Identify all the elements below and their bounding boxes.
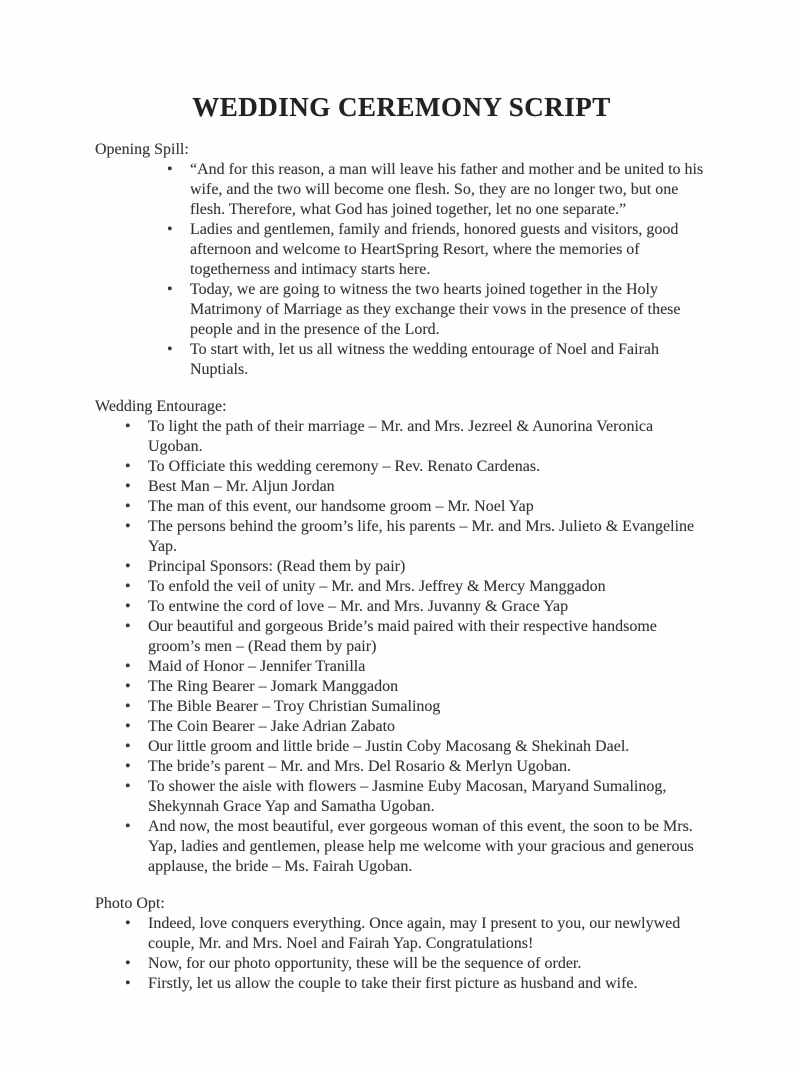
list-item: • Now, for our photo opportunity, these will be the sequence of order. <box>121 954 708 974</box>
list-item: • Maid of Honor – Jennifer Tranilla <box>121 657 708 677</box>
section-opening-spill <box>95 139 708 380</box>
list-item: • Today, we are going to witness the two hearts joined together in the Holy Matrimony of Marriage as they exchange their vows in the presence of these people and in the presence of the Lord. <box>163 280 708 340</box>
list-item: • The man of this event, our handsome groom – Mr. Noel Yap <box>121 497 708 517</box>
list-item: • Best Man – Mr. Aljun Jordan <box>121 477 708 497</box>
list-item: • The bride’s parent – Mr. and Mrs. Del Rosario & Merlyn Ugoban. <box>121 757 708 777</box>
bullet-list-opening-spill <box>163 160 708 380</box>
list-item: • “And for this reason, a man will leave his father and mother and be united to his wife, and the two will become one flesh. So, they are no longer two, but one flesh. Therefore, what God has joined together, let no one separate.” <box>163 160 708 220</box>
section-heading-wedding-entourage: Wedding Entourage: <box>95 398 227 415</box>
list-item: • Our beautiful and gorgeous Bride’s maid paired with their respective handsome groom’s men – (Read them by pair) <box>121 617 708 657</box>
list-item: • Indeed, love conquers everything. Once again, may I present to you, our newlywed couple, Mr. and Mrs. Noel and Fairah Yap. Congratulations! <box>121 914 708 954</box>
list-item: • The Coin Bearer – Jake Adrian Zabato <box>121 717 708 737</box>
bullet-list-wedding-entourage <box>121 417 708 877</box>
section-heading-opening-spill: Opening Spill: <box>95 141 189 158</box>
list-item: • To entwine the cord of love – Mr. and Mrs. Juvanny & Grace Yap <box>121 597 708 617</box>
list-item: • To enfold the veil of unity – Mr. and Mrs. Jeffrey & Mercy Manggadon <box>121 577 708 597</box>
section-heading-photo-opt: Photo Opt: <box>95 895 165 912</box>
document-title: WEDDING CEREMONY SCRIPT <box>192 92 611 122</box>
list-item: • To shower the aisle with flowers – Jasmine Euby Macosan, Maryand Sumalinog, Shekynnah Grace Yap and Samatha Ugoban. <box>121 777 708 817</box>
section-wedding-entourage <box>95 396 708 877</box>
list-item: • To light the path of their marriage – Mr. and Mrs. Jezreel & Aunorina Veronica Ugoban. <box>121 417 708 457</box>
list-item: • To start with, let us all witness the wedding entourage of Noel and Fairah Nuptials. <box>163 340 708 380</box>
list-item: • The Bible Bearer – Troy Christian Sumalinog <box>121 697 708 717</box>
list-item: • Firstly, let us allow the couple to take their first picture as husband and wife. <box>121 974 708 994</box>
list-item: • And now, the most beautiful, ever gorgeous woman of this event, the soon to be Mrs. Yap, ladies and gentlemen, please help me welcome with your gracious and generous applause, the bride – Ms. Fairah Ugoban. <box>121 817 708 877</box>
section-photo-opt <box>95 893 708 994</box>
list-item: • The Ring Bearer – Jomark Manggadon <box>121 677 708 697</box>
list-item: • Our little groom and little bride – Justin Coby Macosang & Shekinah Dael. <box>121 737 708 757</box>
list-item: • The persons behind the groom’s life, his parents – Mr. and Mrs. Julieto & Evangeline Yap. <box>121 517 708 557</box>
list-item: • Ladies and gentlemen, family and friends, honored guests and visitors, good afternoon and welcome to HeartSpring Resort, where the memories of togetherness and intimacy starts here. <box>163 220 708 280</box>
list-item: • Principal Sponsors: (Read them by pair) <box>121 557 708 577</box>
list-item: • To Officiate this wedding ceremony – Rev. Renato Cardenas. <box>121 457 708 477</box>
bullet-list-photo-opt <box>121 914 708 994</box>
